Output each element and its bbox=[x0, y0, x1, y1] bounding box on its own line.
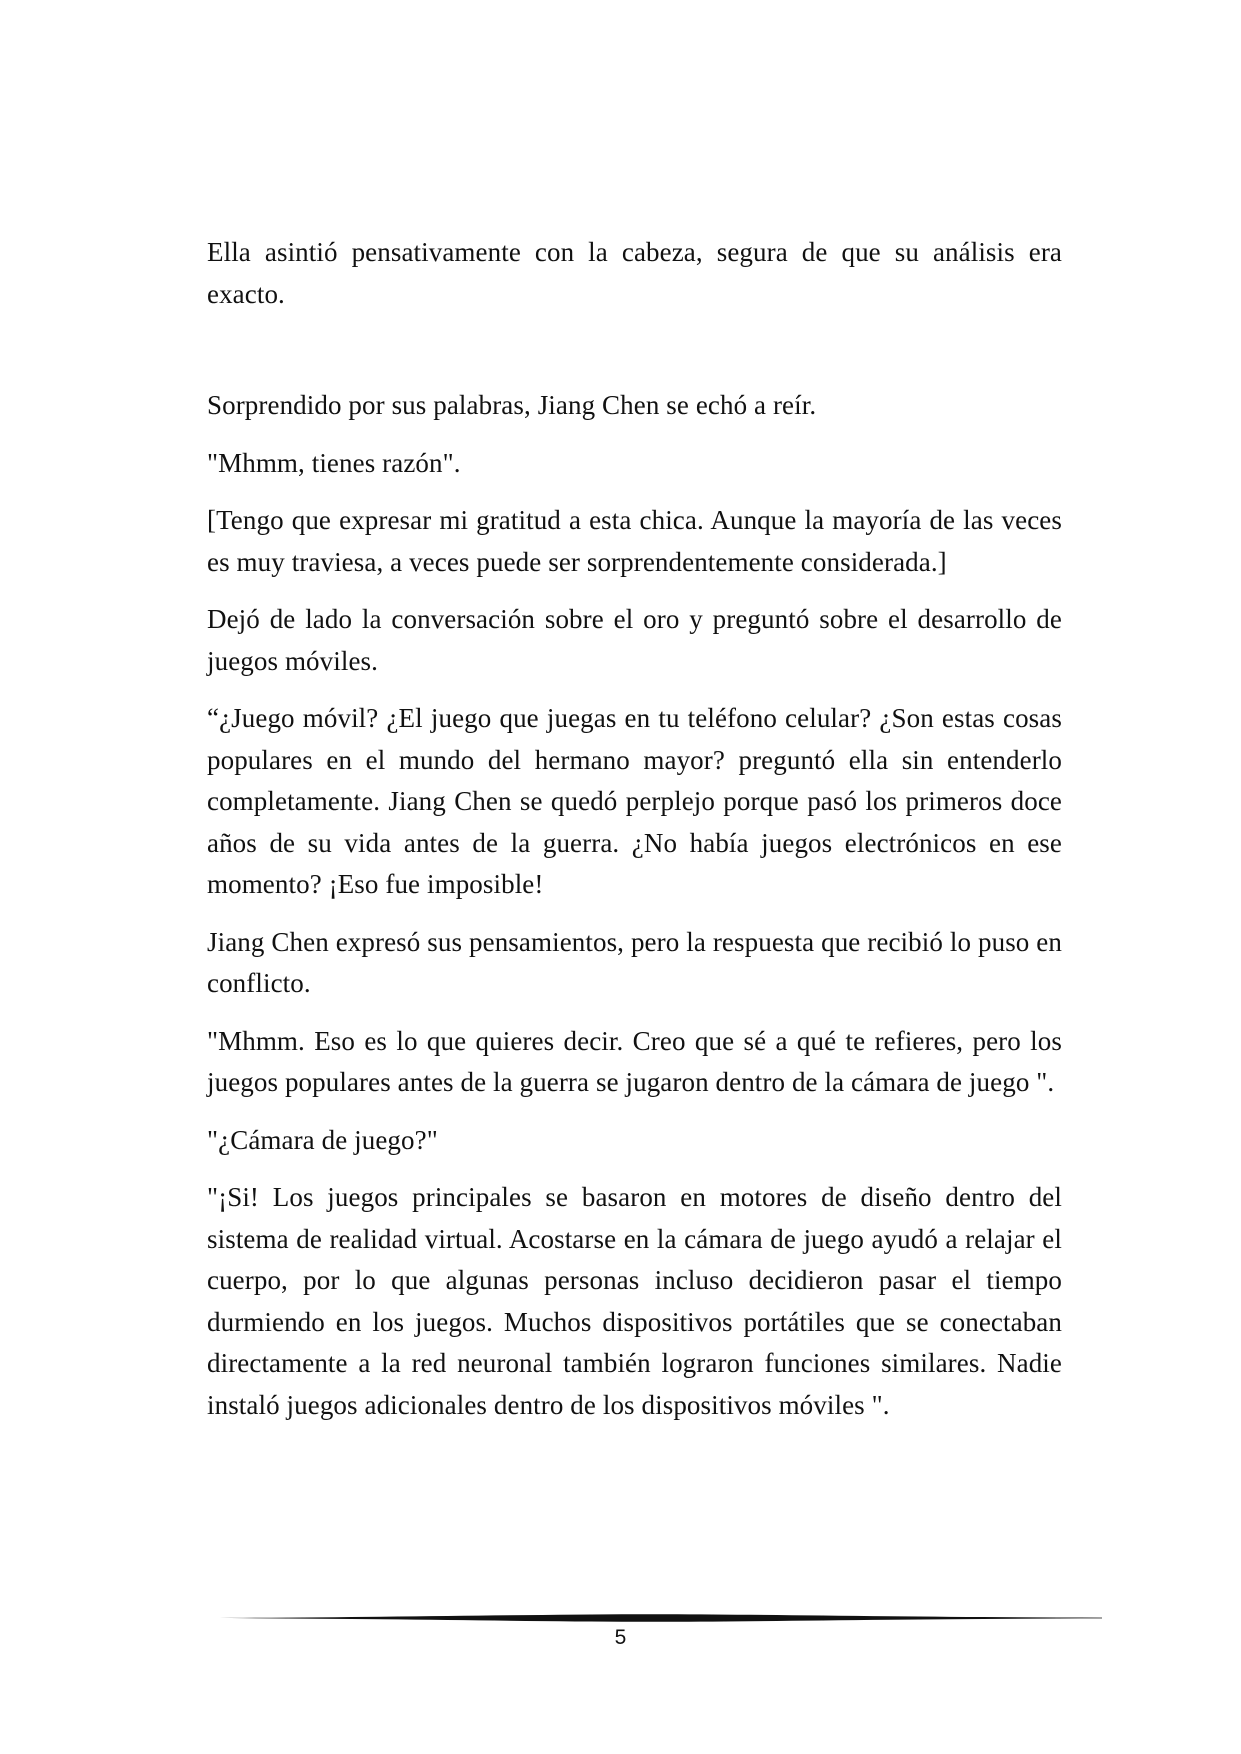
paragraph: Jiang Chen expresó sus pensamientos, pero la respuesta que recibió lo puso en conflicto. bbox=[207, 926, 1062, 998]
body-text bbox=[207, 232, 1062, 1426]
paragraph: [Tengo que expresar mi gratitud a esta chica. Aunque la mayoría de las veces es muy traviesa, a veces puede ser sorprendentemente considerada.] bbox=[207, 505, 1062, 577]
paragraph: Dejó de lado la conversación sobre el oro y preguntó sobre el desarrollo de juegos móviles. bbox=[207, 604, 1062, 676]
paragraph: "¡Si! Los juegos principales se basaron en motores de diseño dentro del sistema de realidad virtual. Acostarse en la cámara de juego ayudó a relajar el cuerpo, por lo que algunas personas incluso decidieron pasar el tiempo durmiendo en los juegos. Muchos dispositivos portátiles que se conectaban directamente a la red neuronal también lograron funciones similares. Nadie instaló juegos adicionales dentro de los dispositivos móviles ". bbox=[207, 1182, 1062, 1420]
paragraph: “¿Juego móvil? ¿El juego que juegas en tu teléfono celular? ¿Son estas cosas populares en el mundo del hermano mayor? preguntó ella sin entenderlo completamente. Jiang Chen se quedó perplejo porque pasó los primeros doce años de su vida antes de la guerra. ¿No había juegos electrónicos en ese momento? ¡Eso fue imposible! bbox=[207, 703, 1062, 899]
page-number: 5 bbox=[614, 1626, 627, 1649]
paragraph: Ella asintió pensativamente con la cabeza, segura de que su análisis era exacto. bbox=[207, 237, 1062, 309]
paragraph: Sorprendido por sus palabras, Jiang Chen se echó a reír. bbox=[207, 390, 817, 420]
paragraph: "Mhmm. Eso es lo que quieres decir. Creo que sé a qué te refieres, pero los juegos populares antes de la guerra se jugaron dentro de la cámara de juego ". bbox=[207, 1025, 1062, 1097]
paragraph: "¿Cámara de juego?" bbox=[207, 1124, 438, 1155]
paragraph: "Mhmm, tienes razón". bbox=[207, 447, 461, 478]
footer-divider bbox=[207, 1612, 1102, 1624]
